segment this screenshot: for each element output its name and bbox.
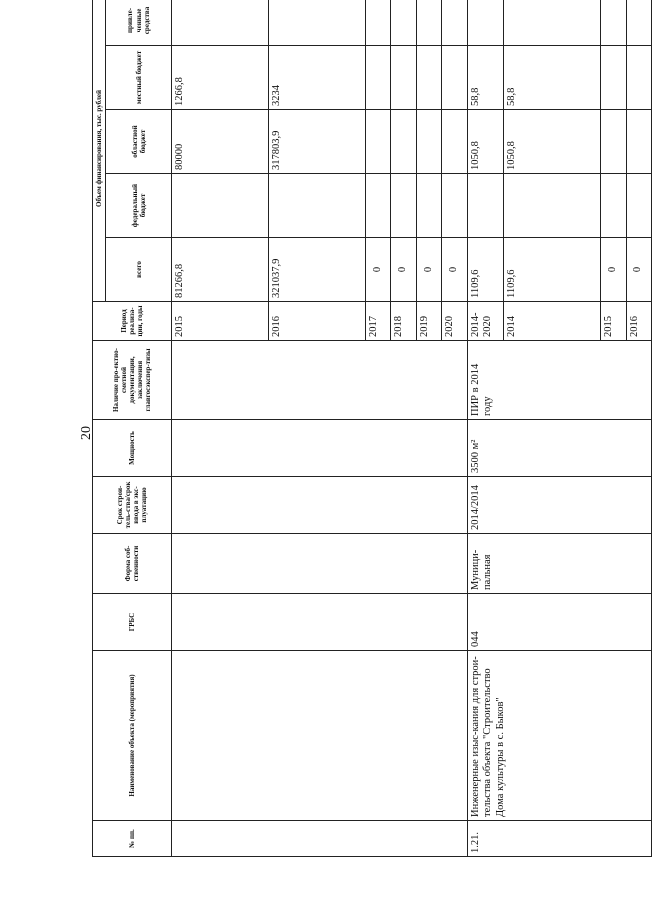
cell-attracted xyxy=(365,0,390,46)
cell-period: 2019 xyxy=(416,302,441,341)
cell-name xyxy=(172,651,468,821)
cell-attracted xyxy=(601,0,626,46)
cell-total: 0 xyxy=(601,238,626,302)
cell-period: 2018 xyxy=(391,302,416,341)
header-name: Наименование объекта (мероприятия) xyxy=(93,651,172,821)
cell-regional: 80000 xyxy=(172,110,269,174)
header-ownership: Форма соб-ственности xyxy=(93,534,172,594)
cell-name: Инженерные изыс-кания для строи-тельства объекта "Строительство Дома культуры в с. Быков" xyxy=(467,651,651,821)
cell-capacity: 3500 м² xyxy=(467,420,651,477)
header-term: Срок строи-тель-ства/срок ввода в экс-плуатацию xyxy=(93,477,172,534)
header-grbs: ГРБС xyxy=(93,594,172,651)
cell-attracted xyxy=(416,0,441,46)
cell-federal xyxy=(172,174,269,238)
cell-local xyxy=(416,46,441,110)
header-funding-group: Объем финансирования, тыс. рублей xyxy=(93,0,106,302)
header-period: Период реализа-ции, годы xyxy=(93,302,172,341)
cell-period: 2020 xyxy=(442,302,467,341)
cell-ownership xyxy=(172,534,468,594)
cell-federal xyxy=(416,174,441,238)
header-num: № пп. xyxy=(93,821,172,857)
cell-federal xyxy=(626,174,651,238)
cell-term xyxy=(172,477,468,534)
cell-grbs: 044 xyxy=(467,594,651,651)
cell-attracted xyxy=(442,0,467,46)
cell-total: 1109,6 xyxy=(504,238,601,302)
cell-period: 2016 xyxy=(626,302,651,341)
cell-period: 2014 xyxy=(504,302,601,341)
cell-local xyxy=(442,46,467,110)
cell-federal xyxy=(268,174,365,238)
cell-regional: 1050,8 xyxy=(504,110,601,174)
cell-period: 2016 xyxy=(268,302,365,341)
cell-docs: ПИР в 2014 году xyxy=(467,341,651,420)
cell-attracted xyxy=(391,0,416,46)
cell-federal xyxy=(442,174,467,238)
cell-total: 1109,6 xyxy=(467,238,504,302)
cell-total: 0 xyxy=(391,238,416,302)
cell-federal xyxy=(391,174,416,238)
cell-local: 1266,8 xyxy=(172,46,269,110)
cell-term: 2014/2014 xyxy=(467,477,651,534)
table-row xyxy=(172,0,269,857)
cell-num: 1.21. xyxy=(467,821,651,857)
cell-total: 81266,8 xyxy=(172,238,269,302)
header-attracted: привле-ченные средства xyxy=(106,0,172,46)
cell-total: 0 xyxy=(626,238,651,302)
cell-docs xyxy=(172,341,468,420)
table-row xyxy=(467,0,504,857)
cell-period: 2015 xyxy=(601,302,626,341)
cell-regional: 317803,9 xyxy=(268,110,365,174)
cell-num xyxy=(172,821,468,857)
header-local: местный бюджет xyxy=(106,46,172,110)
cell-period: 2017 xyxy=(365,302,390,341)
cell-regional xyxy=(601,110,626,174)
cell-local: 58,8 xyxy=(467,46,504,110)
cell-attracted xyxy=(626,0,651,46)
header-docs: Наличие про-ектно-сметной документации, заключения главгосэкспер-тизы xyxy=(93,341,172,420)
cell-attracted xyxy=(268,0,365,46)
cell-period: 2015 xyxy=(172,302,269,341)
cell-grbs xyxy=(172,594,468,651)
header-regional: областной бюджет xyxy=(106,110,172,174)
cell-regional xyxy=(416,110,441,174)
cell-ownership: Муници-пальная xyxy=(467,534,651,594)
cell-total: 321037,9 xyxy=(268,238,365,302)
cell-federal xyxy=(467,174,504,238)
cell-capacity xyxy=(172,420,468,477)
cell-regional xyxy=(365,110,390,174)
cell-regional xyxy=(626,110,651,174)
cell-total: 0 xyxy=(416,238,441,302)
header-total: всего xyxy=(106,238,172,302)
cell-attracted xyxy=(467,0,504,46)
cell-total: 0 xyxy=(442,238,467,302)
cell-local xyxy=(365,46,390,110)
cell-local xyxy=(601,46,626,110)
cell-attracted xyxy=(504,0,601,46)
cell-period: 2014-2020 xyxy=(467,302,504,341)
cell-federal xyxy=(504,174,601,238)
cell-local: 3234 xyxy=(268,46,365,110)
page-number: 20 xyxy=(79,426,94,440)
cell-federal xyxy=(601,174,626,238)
cell-regional: 1050,8 xyxy=(467,110,504,174)
cell-total: 0 xyxy=(365,238,390,302)
header-federal: федеральный бюджет xyxy=(106,174,172,238)
cell-attracted xyxy=(172,0,269,46)
funding-table xyxy=(92,0,652,857)
rotated-table-wrapper xyxy=(92,6,652,857)
cell-local xyxy=(626,46,651,110)
cell-regional xyxy=(391,110,416,174)
cell-regional xyxy=(442,110,467,174)
cell-federal xyxy=(365,174,390,238)
header-capacity: Мощность xyxy=(93,420,172,477)
cell-local xyxy=(391,46,416,110)
cell-local: 58,8 xyxy=(504,46,601,110)
